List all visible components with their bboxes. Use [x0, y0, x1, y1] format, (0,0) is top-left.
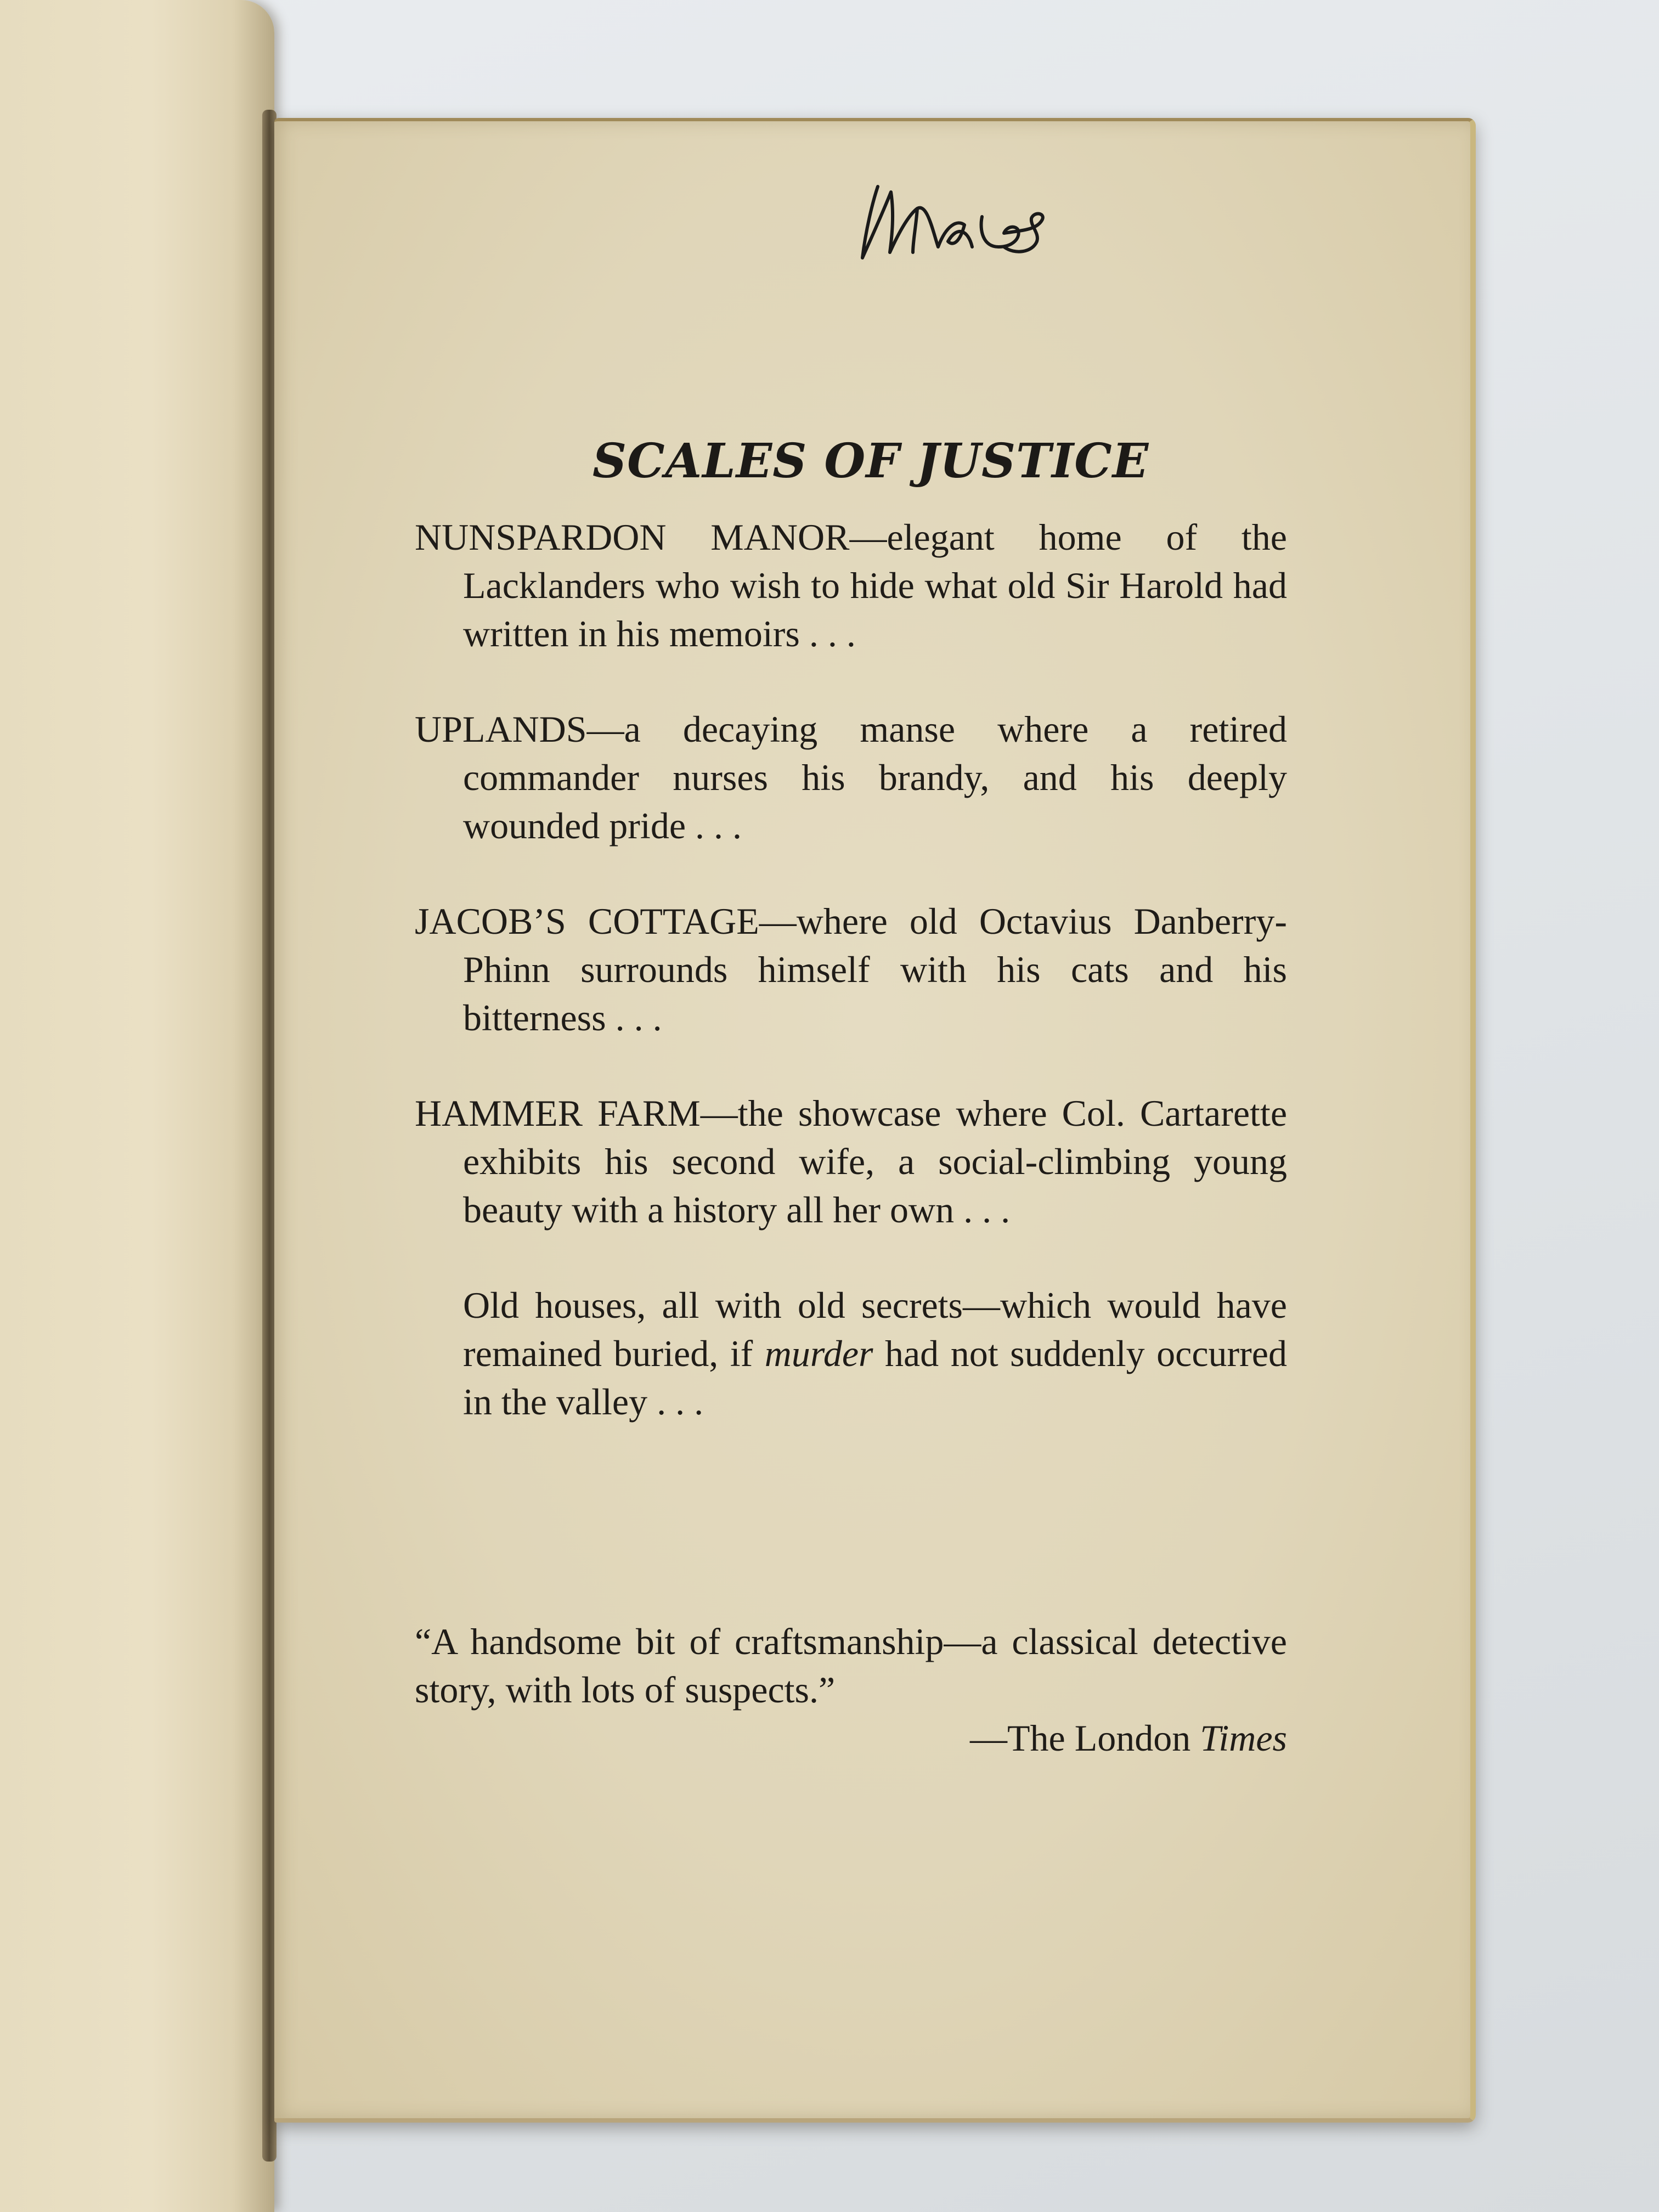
attribution-prefix: —The London: [970, 1717, 1200, 1759]
entry-text: —a decaying manse where a retired commander nurses his brandy, and his deeply wounded pride . . .: [463, 708, 1287, 847]
entry-text: —where old Octavius Danberry-Phinn surrounds himself with his cats and his bitterness . . .: [463, 900, 1287, 1039]
entry-text: —the showcase where Col. Cartarette exhibits his second wife, a social-climbing young beauty with a history all her own . . .: [463, 1092, 1287, 1231]
entry-name: NUNSPARDON MANOR: [415, 516, 850, 558]
review-quote: [415, 1617, 1287, 1762]
left-page: [0, 0, 274, 2212]
entry-text: —elegant home of the Lacklanders who wish to hide what old Sir Harold had written in his memoirs . . .: [463, 516, 1287, 654]
entry-name: HAMMER FARM: [415, 1092, 701, 1134]
entry-jacobs-cottage: [415, 897, 1287, 1042]
entry-hammer-farm: [415, 1089, 1287, 1234]
entry-uplands: [415, 705, 1287, 850]
handwritten-signature: [856, 165, 1053, 269]
entry-nunspardon-manor: [415, 513, 1287, 658]
house-descriptions: [415, 513, 1287, 1426]
quote-text: “A handsome bit of craftsmanship—a classical detective story, with lots of suspects.”: [415, 1621, 1287, 1711]
entry-name: UPLANDS: [415, 708, 587, 750]
closing-emphasis: murder: [764, 1333, 873, 1374]
page-title: SCALES OF JUSTICE: [592, 433, 1149, 489]
closing-after: had not suddenly occurred in the valley . . .: [463, 1333, 1287, 1423]
quote-attribution: [415, 1714, 1287, 1762]
entry-name: JACOB’S COTTAGE: [415, 900, 759, 942]
closing-paragraph: [415, 1281, 1287, 1426]
attribution-source: Times: [1200, 1717, 1287, 1759]
closing-before: Old houses, all with old secrets—which would have remained buried, if: [463, 1284, 1287, 1374]
